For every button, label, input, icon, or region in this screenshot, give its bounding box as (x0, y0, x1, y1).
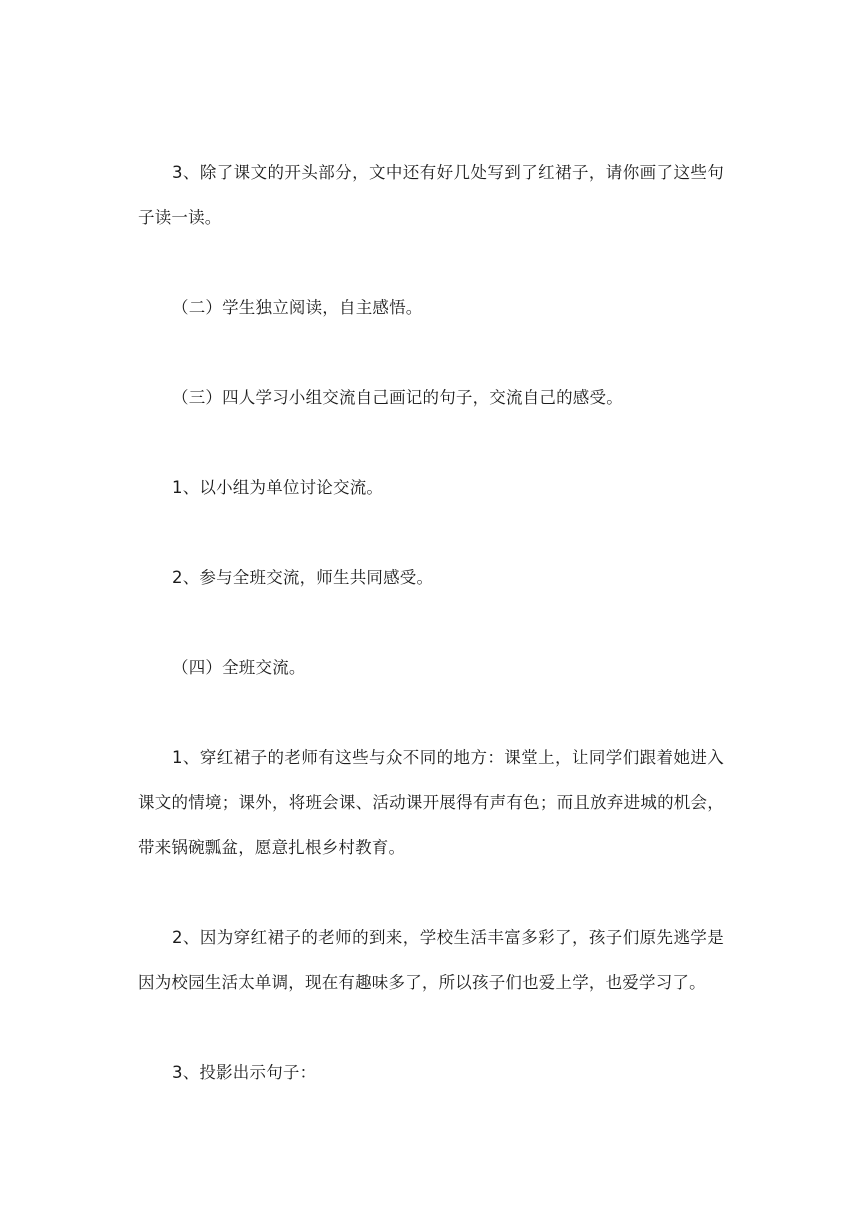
paragraph-item-1-long: 1、穿红裙子的老师有这些与众不同的地方：课堂上，让同学们跟着她进入课文的情境；课外，将班会课、活动课开展得有声有色；而且放弃进城的机会，带来锅碗瓢盆，愿意扎根乡村教育。 (138, 748, 724, 857)
paragraph-item-2: 2、参与全班交流，师生共同感受。 (172, 568, 434, 587)
paragraph-item-2-long: 2、因为穿红裙子的老师的到来，学校生活丰富多彩了，孩子们原先逃学是因为校园生活太单调，现在有趣味多了，所以孩子们也爱上学，也爱学习了。 (138, 928, 724, 992)
section-heading-three: （三）四人学习小组交流自己画记的句子，交流自己的感受。 (172, 388, 623, 407)
paragraph-item-3-projection: 3、投影出示句子： (172, 1063, 317, 1082)
section-heading-two: （二）学生独立阅读，自主感悟。 (172, 298, 423, 317)
paragraph-item-1: 1、以小组为单位讨论交流。 (172, 478, 384, 497)
paragraph-item-3: 3、除了课文的开头部分，文中还有好几处写到了红裙子，请你画了这些句子读一读。 (138, 163, 724, 227)
section-heading-four: （四）全班交流。 (172, 658, 306, 677)
